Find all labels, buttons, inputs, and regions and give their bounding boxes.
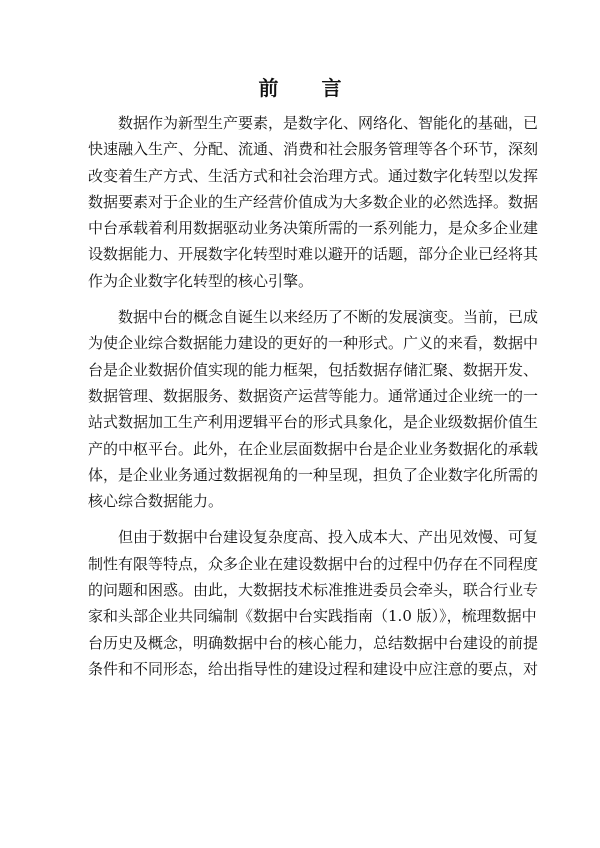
text-line: 家和头部企业共同编制《数据中台实践指南（1.0 版）》，梳理数据中	[88, 607, 537, 626]
text-line: 体，是企业业务通过数据视角的一种呈现，担负了企业数字化所需的	[88, 465, 539, 484]
text-line: 快速融入生产、分配、流通、消费和社会服务管理等各个环节，深刻	[88, 140, 539, 159]
paragraph-3	[88, 524, 539, 682]
text-line: 数据中台的概念自诞生以来经历了不断的发展演变。当前，已成	[118, 308, 539, 327]
text-line: 数据作为新型生产要素，是数字化、网络化、智能化的基础，已	[118, 114, 539, 132]
text-line: 站式数据加工生产利用逻辑平台的形式具象化，是企业级数据价值生	[88, 413, 539, 432]
text-line: 制性有限等特点，众多企业在建设数据中台的过程中仍存在不同程度	[88, 554, 539, 573]
page-title: 前 言	[258, 76, 360, 100]
text-line: 数据管理、数据服务、数据资产运营等能力。通常通过企业统一的一	[88, 386, 539, 405]
text-line: 改变着生产方式、生活方式和社会治理方式。通过数字化转型以发挥	[88, 166, 539, 185]
text-line: 为使企业综合数据能力建设的更好的一种形式。广义的来看，数据中	[88, 334, 539, 353]
text-line: 核心综合数据能力。	[88, 492, 224, 511]
text-line: 台是企业数据价值实现的能力框架，包括数据存储汇聚、数据开发、	[88, 360, 539, 379]
text-line: 但由于数据中台建设复杂度高、投入成本大、产出见效慢、可复	[118, 528, 539, 547]
text-line: 的问题和困惑。由此，大数据技术标准推进委员会牵头，联合行业专	[88, 581, 539, 600]
paragraph-1	[88, 110, 539, 294]
text-line: 作为企业数字化转型的核心引擎。	[88, 271, 314, 290]
text-line: 台历史及概念，明确数据中台的核心能力，总结数据中台建设的前提	[88, 633, 539, 652]
paragraph-2	[88, 304, 539, 514]
text-line: 数据要素对于企业的生产经营价值成为大多数企业的必然选择。数据	[88, 192, 539, 211]
text-line: 产的中枢平台。此外，在企业层面数据中台是企业业务数据化的承载	[88, 439, 539, 458]
text-line: 中台承载着利用数据驱动业务决策所需的一系列能力，是众多企业建	[88, 219, 539, 238]
document-body	[88, 110, 539, 692]
text-line: 设数据能力、开展数字化转型时难以避开的话题，部分企业已经将其	[88, 245, 539, 264]
text-line: 条件和不同形态，给出指导性的建设过程和建设中应注意的要点，对	[88, 659, 539, 678]
